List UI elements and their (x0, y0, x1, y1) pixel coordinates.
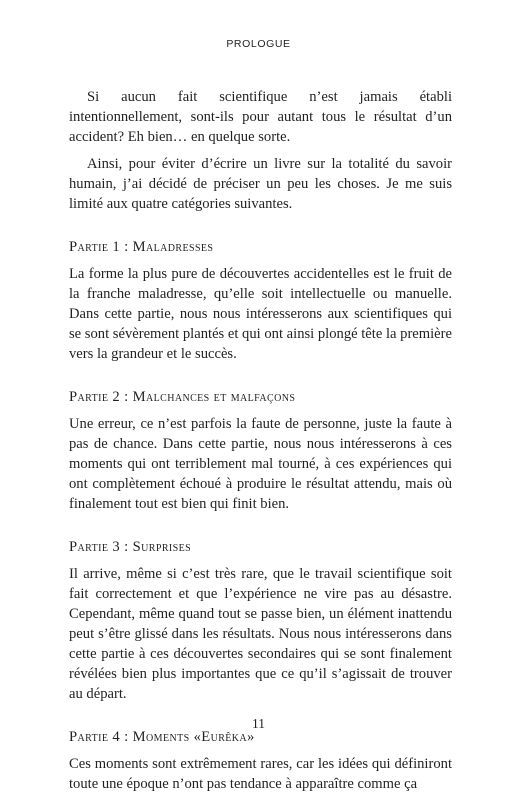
running-head: PROLOGUE (226, 38, 291, 50)
section-heading-partie-3: Partie 3 : Surprises (69, 539, 192, 555)
intro-paragraph-2: Ainsi, pour éviter d’écrire un livre sur la totalité du savoir humain, j’ai décidé de préciser un peu les choses. Je me suis limité aux quatre catégories suivantes. (69, 156, 452, 212)
page-number: 11 (252, 716, 265, 731)
section-paragraph-partie-1: La forme la plus pure de découvertes accidentelles est le fruit de la franche maladresse, qu’elle soit intellectuelle ou manuelle. Dans cette partie, nous nous intéresserons aux scientifiques qui se sont sévèrement plantés et qui ont ainsi plongé tête la première vers la grandeur et le succès. (69, 266, 452, 362)
section-heading-partie-4: Partie 4 : Moments «Eurêka» (69, 729, 255, 745)
section-heading-partie-2: Partie 2 : Malchances et malfaçons (69, 389, 296, 405)
section-paragraph-partie-4: Ces moments sont extrêmement rares, car les idées qui définiront toute une époque n’ont pas tendance à apparaître comme ça (69, 756, 452, 792)
section-paragraph-partie-3: Il arrive, même si c’est très rare, que le travail scientifique soit fait correctement et que l’expérience ne vire pas au désastre. Cependant, même quand tout se passe bien, un élément inattendu peut s’être glissé dans les résultats. Nous nous intéresserons dans cette partie à ces découvertes secondaires qui se sont finalement révélées bien plus importantes que ce qu’il s’agissait de trouver au départ. (69, 566, 452, 702)
section-heading-partie-1: Partie 1 : Maladresses (69, 239, 214, 255)
page-body (69, 87, 452, 794)
section-paragraph-partie-2: Une erreur, ce n’est parfois la faute de personne, juste la faute à pas de chance. Dans cette partie, nous nous intéresserons à ces moments qui ont terriblement mal tourné, à ces expériences qui ont complètement échoué à produire le résultat attendu, mais où finalement tout est bien qui finit bien. (69, 416, 452, 512)
intro-paragraph-1: Si aucun fait scientifique n’est jamais établi intentionnellement, sont-ils pour autant tous le résultat d’un accident? Eh bien… en quelque sorte. (69, 89, 452, 145)
